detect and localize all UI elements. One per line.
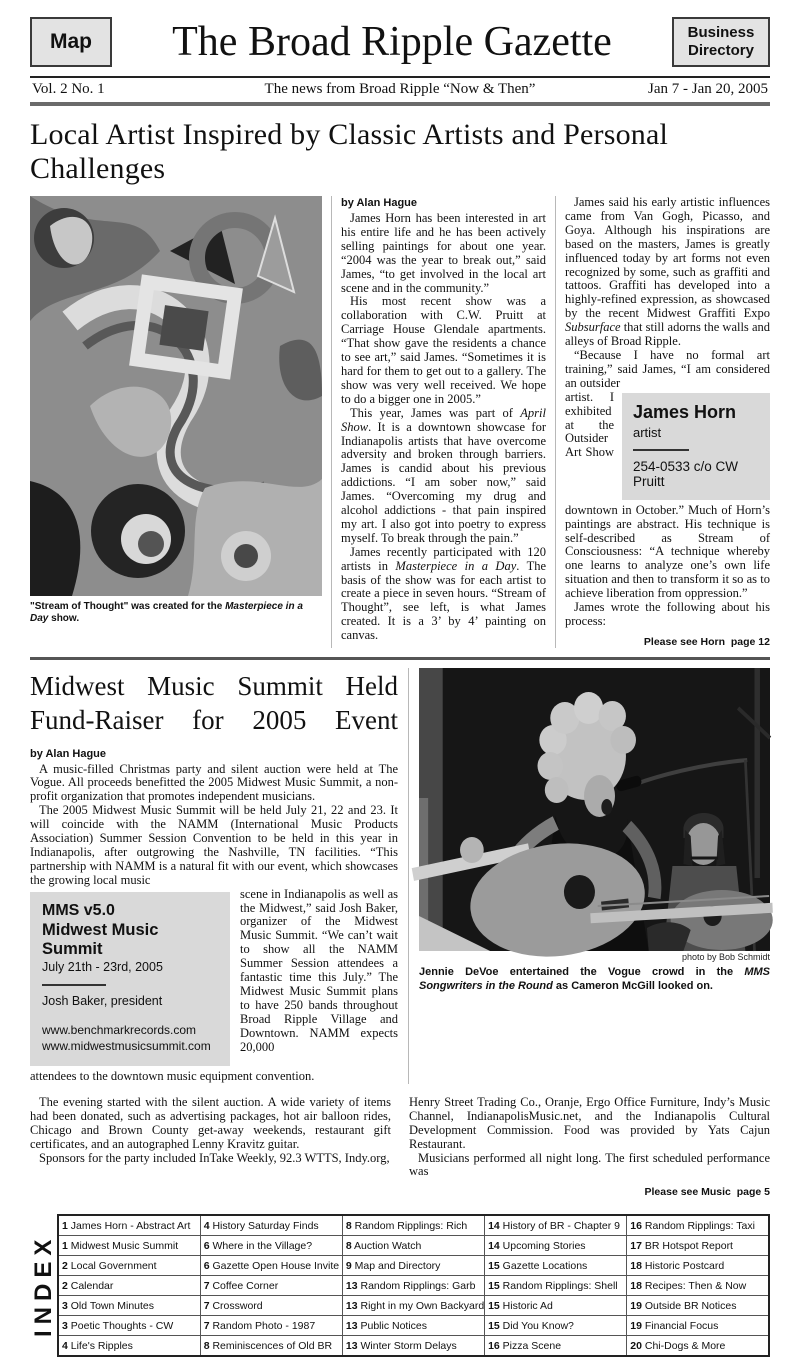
text-segment: . The basis of the show was for each artist to create a piece in seven hours. “Stream of Thought”, see left, is what James created. It is a 3’ by 4’ painting on canvas. (341, 558, 546, 643)
index-cell: 8 Reminiscences of Old BR (200, 1336, 342, 1357)
text-segment: This year, James was part of (350, 405, 521, 420)
index-cell: 17 BR Hotspot Report (627, 1236, 769, 1256)
index-cell: 6 Gazette Open House Invite (200, 1256, 342, 1276)
index-cell: 4 Life's Ripples (58, 1336, 200, 1357)
text-segment: as Cameron McGill looked on. (552, 980, 713, 993)
index-cell: 16 Random Ripplings: Taxi (627, 1215, 769, 1236)
text-segment: "Stream of Thought" was created for the (30, 601, 226, 612)
index-cell: 15 Random Ripplings: Shell (485, 1276, 627, 1296)
index-cell: 7 Random Photo - 1987 (200, 1316, 342, 1336)
index-cell: 18 Recipes: Then & Now (627, 1276, 769, 1296)
mms-ad-box (30, 892, 230, 1066)
index-cell: 15 Did You Know? (485, 1316, 627, 1336)
index-cell: 13 Random Ripplings: Garb (342, 1276, 484, 1296)
index-cell: 2 Local Government (58, 1256, 200, 1276)
index-cell: 18 Historic Postcard (627, 1256, 769, 1276)
article2-headline-line1: Midwest Music Summit Held (30, 671, 398, 701)
index-section (30, 1214, 770, 1357)
text-segment: . It is a downtown showcase for Indianapolis artists that have overcome adversity and broken through barriers. James is candid about his previous addictions. “I am sober now,” said James. “Overcoming my drug and alcohol addictions - that pain inspired my art. I also got into poetry to express myself. To break through the pain.” (341, 419, 546, 545)
paragraph-with-adbox (565, 391, 770, 601)
index-row (58, 1336, 769, 1357)
continuation-note: Please see Music page 5 (644, 1186, 770, 1199)
business-directory-line1: Business (687, 24, 755, 41)
mms-president: Josh Baker, president (42, 993, 163, 1008)
business-directory-line2: Directory (688, 42, 754, 59)
index-row (58, 1256, 769, 1276)
text-segment: Subsurface (565, 320, 621, 335)
index-cell: 13 Right in my Own Backyard (342, 1296, 484, 1316)
section-divider (30, 657, 770, 660)
paragraph (341, 546, 546, 643)
article2-continuation (30, 1096, 770, 1198)
index-cell: 3 Poetic Thoughts - CW (58, 1316, 200, 1336)
article2-headline (30, 670, 398, 738)
mms-url-1: www.benchmarkrecords.com (42, 1022, 197, 1037)
index-cell: 7 Crossword (200, 1296, 342, 1316)
index-table (57, 1214, 770, 1357)
map-box-label: Map (50, 30, 92, 53)
continuation-right-column (409, 1096, 770, 1198)
index-cell: 1 James Horn - Abstract Art (58, 1215, 200, 1236)
index-cell: 3 Old Town Minutes (58, 1296, 200, 1316)
index-cell: 2 Calendar (58, 1276, 200, 1296)
abstract-painting-image (30, 196, 322, 596)
map-box (30, 17, 112, 67)
text-segment: that still adorns the walls and alleys of Broad Ripple. (565, 320, 770, 349)
article2-byline: by Alan Hague (30, 747, 106, 760)
paragraph: A music-filled Christmas party and silent auction were held at The Vogue. All proceeds benefitted the 2005 Midwest Music Summit, a non-profit organization that promotes independent musicians. (30, 761, 398, 804)
paragraph: Henry Street Trading Co., Oranje, Ergo Office Furniture, Indy’s Music Channel, IndianapolisMusic.net, and the Indianapolis Cultural Development Commission. Food was provided by Yats Cajun Restaurant. (409, 1094, 770, 1151)
paragraph-with-adbox (30, 888, 398, 1070)
index-cell: 8 Random Ripplings: Rich (342, 1215, 484, 1236)
date-range: Jan 7 - Jan 20, 2005 (648, 81, 768, 97)
paragraph: James wrote the following about his process: (565, 600, 770, 628)
contact-role: artist (633, 424, 662, 440)
text-segment: show. (48, 613, 80, 624)
tagline: The news from Broad Ripple “Now & Then” (264, 81, 536, 97)
painting-caption (30, 601, 322, 625)
index-cell: 15 Gazette Locations (485, 1256, 627, 1276)
index-cell: 15 Historic Ad (485, 1296, 627, 1316)
text-segment: James recently participated with 120 artists in (341, 544, 546, 573)
article1-column-1 (331, 196, 546, 648)
index-cell: 4 History Saturday Finds (200, 1215, 342, 1236)
james-horn-contact-box (622, 393, 770, 500)
photo-credit: photo by Bob Schmidt (681, 952, 770, 962)
text-segment: Masterpiece in a Day (30, 601, 303, 624)
text-segment: Jennie DeVoe entertained the Vogue crowd in the (419, 966, 745, 978)
divider (42, 984, 106, 986)
index-row (58, 1276, 769, 1296)
index-cell: 20 Chi-Dogs & More (627, 1336, 769, 1357)
paragraph (341, 407, 546, 546)
contact-phone: 254-0533 c/o CW Pruitt (633, 458, 739, 489)
index-cell: 9 Map and Directory (342, 1256, 484, 1276)
paragraph: attendees to the downtown music equipment convention. (30, 1069, 315, 1084)
text-segment: April Show (341, 405, 546, 434)
index-cell: 14 Upcoming Stories (485, 1236, 627, 1256)
text-segment: MMS Songwriters in the Round (419, 966, 770, 993)
continuation-left-column (30, 1096, 391, 1198)
mms-dates: July 21th - 23rd, 2005 (42, 959, 163, 974)
contact-name: James Horn (633, 401, 737, 422)
article1-byline: by Alan Hague (341, 197, 417, 209)
text-segment: Masterpiece in a Day (395, 558, 517, 573)
article2-photo-column (408, 668, 770, 1084)
paper-title: The Broad Ripple Gazette (172, 19, 612, 65)
article2-headline-line2: Fund-Raiser for 2005 Event (30, 704, 398, 735)
index-cell: 13 Winter Storm Delays (342, 1336, 484, 1357)
mms-urls (42, 1022, 218, 1054)
index-cell: 7 Coffee Corner (200, 1276, 342, 1296)
paragraph: artist. I exhibited at the Outsider Art Show downtown in October.” Much of Horn’s paintings are abstract. His technique is self-described as Stream of Consciousness: “A technique whereby one learns to analyze one’s own life situation and then to transform it so as to achieve liberation from oppression.” (565, 389, 770, 601)
index-cell: 1 Midwest Music Summit (58, 1236, 200, 1256)
index-row (58, 1215, 769, 1236)
index-cell: 13 Public Notices (342, 1316, 484, 1336)
continuation-note: Please see Horn page 12 (643, 635, 770, 648)
text-segment: James said his early artistic influences came from Van Gogh, Picasso, and Goya. Although his inspirations are based on the masters, James is greatly influenced today by art forms not even recognized by some, such as graffiti and tattoos. Graffiti has developed into a highly-refined expression, as showcased by the recent Midwest Graffiti Expo (565, 195, 770, 321)
index-cell: 19 Financial Focus (627, 1316, 769, 1336)
paragraph: James Horn has been interested in art his entire life and he has been actively selling paintings for about one year. “2004 was the year to break out,” said James, “to get involved in the local art scene and in the community.” (341, 211, 546, 295)
index-row (58, 1316, 769, 1336)
paragraph: Sponsors for the party included InTake Weekly, 92.3 WTTS, Indy.org, (39, 1150, 390, 1165)
paragraph: The 2005 Midwest Music Summit will be held July 21, 22 and 23. It will coincide with the NAMM (International Music Products Association) Summer Session Convention to be held in this year in Indianapolis, after outgrowing the Nashville, TN facilities. “This partnership with NAMM is a natural fit with our event, which showcases the growing local music (30, 803, 398, 887)
index-cell: 8 Auction Watch (342, 1236, 484, 1256)
paragraph: His most recent show was a collaboration with C.W. Pruitt at Carriage House Glendale apartments. “That show gave the residents a chance to see art,” said James. “Sometimes it is hard for them to get out to a gallery. The show was very well received. We hope to do a bigger one in 2005.” (341, 294, 546, 406)
article2-text-column (30, 668, 408, 1084)
index-cell: 16 Pizza Scene (485, 1336, 627, 1357)
volume-label: Vol. 2 No. 1 (32, 81, 105, 97)
mms-title: Midwest Music Summit (42, 920, 159, 958)
paragraph: The evening started with the silent auction. A wide variety of items had been donated, such as advertising packages, hot air balloon rides, Chicago and Brown County get-away weekends, restaurant gift certificates, and an autographed Lenny Kravitz guitar. (30, 1094, 391, 1151)
index-cell: 6 Where in the Village? (200, 1236, 342, 1256)
issue-info-bar (30, 76, 770, 106)
index-row (58, 1296, 769, 1316)
article1-figure (30, 196, 322, 648)
paragraph: Musicians performed all night long. The first scheduled performance was (409, 1150, 770, 1179)
paragraph: scene in Indianapolis as well as the Midwest,” said Josh Baker, organizer of the Midwest Music Summit. “We can’t wait to show all the NAMM Summer Session attendees a fantastic time this July.” The Midwest Music Summit plans to have 250 bands throughout Broad Ripple Village and Downtown. NAMM expects 20,000 (240, 886, 398, 1054)
article1-column-2 (555, 196, 770, 648)
mms-version: MMS v5.0 (42, 901, 115, 919)
article1-headline: Local Artist Inspired by Classic Artists and Personal Challenges (30, 118, 669, 185)
business-directory-box (672, 17, 770, 67)
index-cell: 14 History of BR - Chapter 9 (485, 1215, 627, 1236)
divider (633, 449, 689, 451)
article1 (30, 196, 770, 648)
concert-photo (419, 668, 770, 951)
masthead (30, 0, 770, 70)
article2 (30, 668, 770, 1084)
index-row (58, 1236, 769, 1256)
paragraph (565, 196, 770, 349)
index-cell: 19 Outside BR Notices (627, 1296, 769, 1316)
index-label: INDEX (30, 1234, 57, 1338)
paragraph: “Because I have no formal art training,” said James, “I am considered an outsider (565, 347, 770, 390)
mms-url-2: www.midwestmusicsummit.com (42, 1038, 211, 1053)
photo-caption (419, 965, 770, 994)
